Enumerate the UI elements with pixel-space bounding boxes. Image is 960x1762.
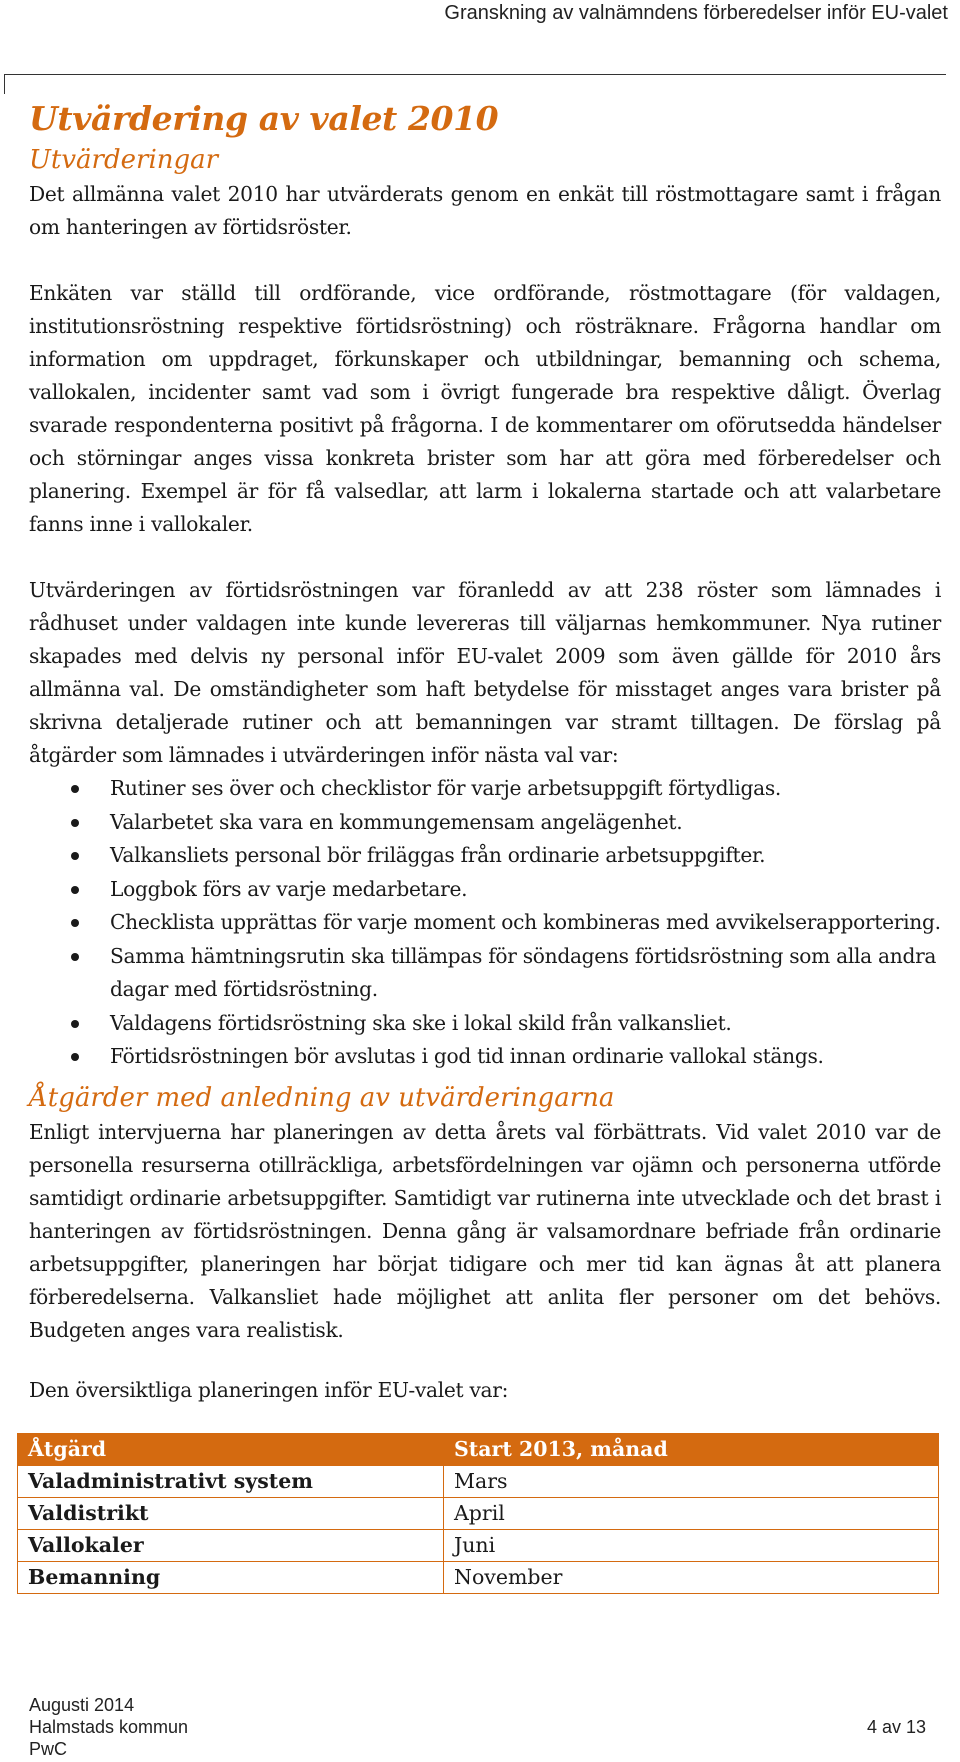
column-header-action: Åtgärd xyxy=(18,1433,444,1465)
list-item: Checklista upprättas för varje moment och kombineras med avvikelserapportering. xyxy=(29,906,941,940)
table-cell-action: Vallokaler xyxy=(18,1529,444,1561)
table-intro: Den översiktliga planeringen inför EU-valet var: xyxy=(29,1377,509,1402)
page-number: 4 av 13 xyxy=(866,1717,926,1737)
column-header-start: Start 2013, månad xyxy=(444,1433,939,1465)
bullet-icon xyxy=(71,919,79,927)
section-heading-measures: Åtgärder med anledning av utvärderingarna xyxy=(29,1082,615,1113)
table-cell-month: November xyxy=(444,1561,939,1593)
page-content xyxy=(29,96,941,1594)
footer-info xyxy=(29,1694,188,1760)
footer-date: Augusti 2014 xyxy=(29,1695,135,1715)
table-header-row xyxy=(18,1433,939,1465)
bullet-icon xyxy=(71,852,79,860)
list-item: Valdagens förtidsröstning ska ske i lokal skild från valkansliet. xyxy=(29,1007,941,1041)
bullet-icon xyxy=(71,886,79,894)
table-row xyxy=(18,1529,939,1561)
table-cell-action: Valdistrikt xyxy=(18,1497,444,1529)
bullet-icon xyxy=(71,1020,79,1028)
list-item: Loggbok förs av varje medarbetare. xyxy=(29,873,941,907)
table-cell-month: Juni xyxy=(444,1529,939,1561)
footer-organization: Halmstads kommun xyxy=(29,1717,189,1737)
bullet-icon xyxy=(71,953,79,961)
proposal-list xyxy=(29,772,941,1074)
header-rule xyxy=(4,74,946,75)
table-row xyxy=(18,1497,939,1529)
paragraph-measures: Enligt intervjuerna har planeringen av detta årets val förbättrats. Vid valet 2010 var de personella resurserna otillräckliga, arbetsfördelningen var ojämn och personerna utförde samtidigt ordinarie arbetsuppgifter. Samtidigt var rutinerna inte utvecklade och det brast i hanteringen av förtidsröstningen. Denna gång är valsamordnare befriade från ordinarie arbetsuppgifter, planeringen har börjat tidigare och mer tid kan ägnas åt att planera förberedelserna. Valkansliet hade möjlighet att anlita fler personer om det behövs. Budgeten anges vara realistisk. xyxy=(29,1119,941,1342)
list-item: Rutiner ses över och checklistor för varje arbetsuppgift förtydligas. xyxy=(29,772,941,806)
footer-author: PwC xyxy=(29,1739,68,1759)
list-item: Samma hämtningsrutin ska tillämpas för söndagens förtidsröstning som alla andra dagar med förtidsröstning. xyxy=(29,940,941,1007)
list-item: Valkansliets personal bör friläggas från ordinarie arbetsuppgifter. xyxy=(29,839,941,873)
header-corner-mark xyxy=(4,74,5,94)
table-cell-action: Bemanning xyxy=(18,1561,444,1593)
list-item: Förtidsröstningen bör avslutas i god tid innan ordinarie vallokal stängs. xyxy=(29,1040,941,1074)
running-header: Granskning av valnämndens förberedelser inför EU-valet xyxy=(444,2,948,24)
table-cell-month: Mars xyxy=(444,1465,939,1497)
paragraph-intro: Det allmänna valet 2010 har utvärderats genom en enkät till röstmottagare samt i frågan om hanteringen av förtidsröster. xyxy=(29,182,941,239)
bullet-icon xyxy=(71,819,79,827)
page-title: Utvärdering av valet 2010 xyxy=(29,99,499,138)
paragraph-early-votes: Utvärderingen av förtidsröstningen var föranledd av att 238 röster som lämnades i rådhuset under valdagen inte kunde levereras till väljarnas hemkommuner. Nya rutiner skapades med delvis ny personal inför EU-valet 2009 som även gällde för 2010 års allmänna val. De omständigheter som haft betydelse för misstaget anges vara brister på skrivna detaljerade rutiner och att bemanningen var stramt tilltagen. De förslag på åtgärder som lämnades i utvärderingen inför nästa val var: xyxy=(29,578,941,767)
table-row xyxy=(18,1465,939,1497)
table-cell-month: April xyxy=(444,1497,939,1529)
table-cell-action: Valadministrativt system xyxy=(18,1465,444,1497)
page-subtitle: Utvärderingar xyxy=(29,145,219,175)
paragraph-survey: Enkäten var ställd till ordförande, vice ordförande, röstmottagare (för valdagen, institutionsröstning respektive förtidsröstning) och rösträknare. Frågorna handlar om information om uppdraget, förkunskaper och utbildningar, bemanning och schema, vallokalen, incidenter samt vad som i övrigt fungerade bra respektive dåligt. Överlag svarade respondenterna positivt på frågorna. I de kommentarer om oförutsedda händelser och störningar anges vissa konkreta brister som har att göra med förberedelser och planering. Exempel är för få valsedlar, att larm i lokalerna startade och att valarbetare fanns inne i vallokaler. xyxy=(29,281,941,536)
list-item: Valarbetet ska vara en kommungemensam angelägenhet. xyxy=(29,806,941,840)
planning-table xyxy=(17,1433,939,1594)
bullet-icon xyxy=(71,785,79,793)
bullet-icon xyxy=(71,1053,79,1061)
table-row xyxy=(18,1561,939,1593)
